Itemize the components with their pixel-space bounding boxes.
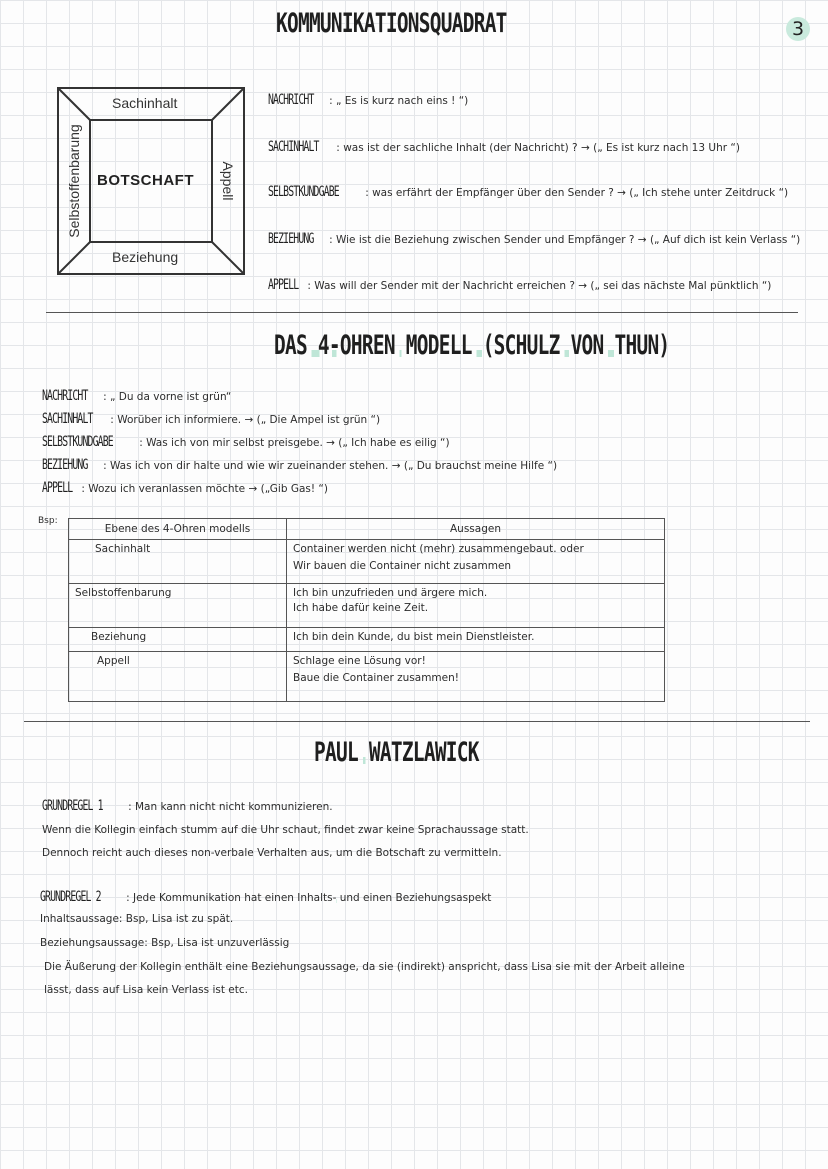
page-number: 3 [786,17,810,41]
level-text: Sachinhalt [95,543,151,555]
def-row: APPELL : Wozu ich veranlassen möchte → („Gib Gas! “) [42,480,328,496]
def-row: NACHRICHT : „ Es is kurz nach eins ! “) [268,92,469,108]
rule-line: lässt, dass auf Lisa kein Verlass ist etc. [44,984,248,996]
statement-line: Baue die Container zusammen! [293,672,459,684]
def-text: Was will der Sender mit der Nachricht erreichen ? → („ sei das nächste Mal pünktlich “) [314,280,772,292]
def-key: APPELL [42,480,73,496]
def-text: Wozu ich veranlassen möchte → („Gib Gas! “) [88,483,328,495]
def-row: SELBSTKUNDGABE : Was ich von mir selbst preisgebe. → („ Ich habe es eilig “) [42,434,450,450]
rule-statement: Man kann nicht nicht kommunizieren. [134,801,333,813]
def-row: NACHRICHT : „ Du da vorne ist grün“ [42,388,232,404]
statement-line: Container werden nicht (mehr) zusammengebaut. oder [293,543,584,555]
corner-line [212,242,244,274]
def-key: SACHINHALT [42,411,93,427]
def-row: SELBSTKUNDGABE : was erfährt der Empfänger über den Sender ? → („ Ich stehe unter Zeitdruck “) [268,184,789,200]
level-text: Selbstoffenbarung [75,587,172,599]
diagram-label-sachinhalt: Sachinhalt [112,95,178,111]
table-row [69,540,665,584]
diagram-center-botschaft: BOTSCHAFT [97,172,194,189]
table-cell-statement [287,652,665,702]
table-cell-level [69,652,287,702]
table-row [69,652,665,702]
rule-heading: GRUNDREGEL 2 : Jede Kommunikation hat einen Inhalts- und einen Beziehungsaspekt [40,889,492,905]
corner-line [212,88,244,120]
table-row [69,628,665,652]
def-text: Wie ist die Beziehung zwischen Sender und Empfänger ? → („ Auf dich ist kein Verlass “) [335,234,801,246]
corner-line [58,88,90,120]
table-header: Aussagen [287,519,665,540]
def-row: BEZIEHUNG : Was ich von dir halte und wie wir zueinander stehen. → („ Du brauchst meine Hilfe “) [42,457,558,473]
statement-line: Wir bauen die Container nicht zusammen [293,560,512,572]
rule-key: GRUNDREGEL 1 [42,798,103,814]
statement-line: Ich bin dein Kunde, du bist mein Dienstleister. [293,631,535,643]
level-text: Appell [97,655,130,667]
def-text: Worüber ich informiere. → („ Die Ampel ist grün “) [117,414,381,426]
diagram-label-appell: Appell [220,161,236,201]
section-divider [24,721,810,722]
rule-key: GRUNDREGEL 2 [40,889,101,905]
table-header-row [69,519,665,540]
table-cell-level [69,540,287,584]
table-cell-level [69,628,287,652]
table-cell-statement [287,628,665,652]
def-text: „ Es is kurz nach eins ! “) [335,95,469,107]
section-divider [46,312,798,313]
statement-line: Schlage eine Lösung vor! [293,655,426,667]
section-title-kommunikationsquadrat: KOMMUNIKATIONSQUADRAT [276,8,507,39]
table-cell-level [69,584,287,628]
table-cell-statement [287,584,665,628]
level-text: Beziehung [91,631,147,643]
def-text: was erfährt der Empfänger über den Sender ? → („ Ich stehe unter Zeitdruck “) [372,187,789,199]
rule-line: Die Äußerung der Kollegin enthält eine Beziehungsaussage, da sie (indirekt) anspricht, dass Lisa sie mit der Arbeit alleine [44,961,685,973]
diagram-label-beziehung: Beziehung [112,249,179,265]
def-key: BEZIEHUNG [42,457,88,473]
rule-line: Beziehungsaussage: Bsp, Lisa ist unzuverlässig [40,937,290,949]
table-row [69,584,665,628]
section-title-paul-watzlawick: PAUL WATZLAWICK [314,737,479,768]
def-text: was ist der sachliche Inhalt (der Nachricht) ? → („ Es ist kurz nach 13 Uhr “) [343,142,740,154]
section-title-4-ohren-modell: DAS 4-OHREN MODELL (SCHULZ VON THUN) [274,330,670,361]
def-key: APPELL [268,277,299,293]
four-ears-table [68,518,665,702]
def-text: „ Du da vorne ist grün“ [109,391,232,403]
def-text: Was ich von mir selbst preisgebe. → („ Ich habe es eilig “) [146,437,450,449]
def-key: BEZIEHUNG [268,231,314,247]
def-key: NACHRICHT [268,92,314,108]
def-row: APPELL : Was will der Sender mit der Nachricht erreichen ? → („ sei das nächste Mal pünktlich “) [268,277,772,293]
table-header: Ebene des 4-Ohren modells [69,519,287,540]
def-row: BEZIEHUNG : Wie ist die Beziehung zwischen Sender und Empfänger ? → („ Auf dich ist kein Verlass “) [268,231,801,247]
def-row: SACHINHALT : was ist der sachliche Inhalt (der Nachricht) ? → („ Es ist kurz nach 13 Uhr “) [268,139,740,155]
def-key: SELBSTKUNDGABE [42,434,113,450]
diagram-label-selbstoffenbarung: Selbstoffenbarung [66,124,82,238]
statement-line: Ich bin unzufrieden und ärgere mich. [293,587,488,599]
def-key: NACHRICHT [42,388,88,404]
rule-heading: GRUNDREGEL 1 : Man kann nicht nicht kommunizieren. [42,798,333,814]
def-row: SACHINHALT : Worüber ich informiere. → („ Die Ampel ist grün “) [42,411,381,427]
rule-line: Inhaltsaussage: Bsp, Lisa ist zu spät. [40,913,234,925]
statement-line: Ich habe dafür keine Zeit. [293,602,429,614]
rule-line: Dennoch reicht auch dieses non-verbale Verhalten aus, um die Botschaft zu vermitteln. [42,847,502,859]
corner-line [58,242,90,274]
rule-line: Wenn die Kollegin einfach stumm auf die Uhr schaut, findet zwar keine Sprachaussage statt. [42,824,529,836]
def-key: SELBSTKUNDGABE [268,184,339,200]
example-label: Bsp: [38,516,58,526]
rule-statement: Jede Kommunikation hat einen Inhalts- und einen Beziehungsaspekt [132,892,492,904]
def-key: SACHINHALT [268,139,319,155]
table-cell-statement [287,540,665,584]
def-text: Was ich von dir halte und wie wir zueinander stehen. → („ Du brauchst meine Hilfe “) [109,460,558,472]
